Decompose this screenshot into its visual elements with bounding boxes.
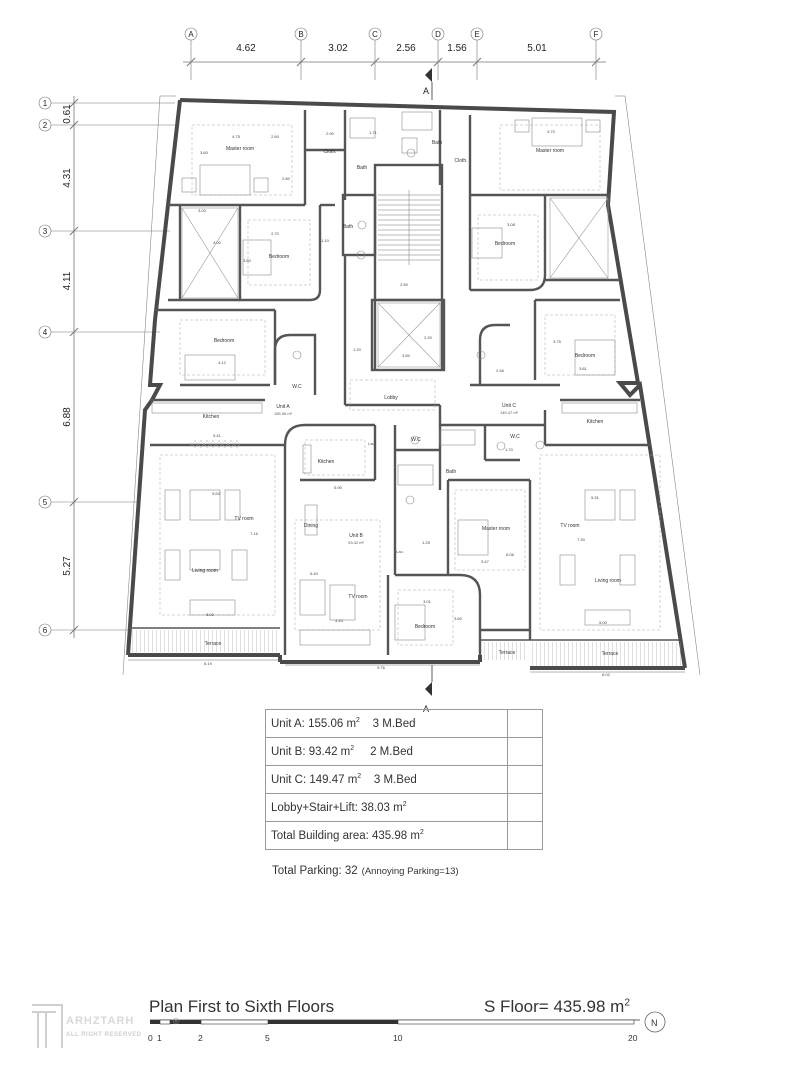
summary-blank-cell [508,794,543,822]
dim-350: 3.50 [402,353,410,358]
room-kitchen-1: Kitchen [202,414,220,420]
summary-text: Unit B: 93.42 m [271,745,351,758]
grid-row-label-1: 1 [42,99,48,108]
dim-475: 4.75 [232,134,240,139]
dim-280: 2.80 [282,176,290,181]
floor-area-sup: 2 [624,997,630,1009]
dim-360: 3.60 [200,150,208,155]
room-bedroom-4: Bedroom [574,353,596,359]
summary-cell [266,738,508,766]
row-dim-45: 6.88 [62,407,73,427]
plan-title: Plan First to Sixth Floors [149,997,335,1016]
dim-110: 1.10 [321,238,329,243]
scale-label-2: 2 [198,1033,203,1043]
room-bedroom-1: Bedroom [268,254,290,260]
room-terrace-2: Terrace [498,650,516,656]
room-lau-2: Lau. [396,549,404,554]
room-master-center: Master room [481,526,511,532]
room-living-2: Living room [595,578,621,584]
grid-col-label-c: C [372,30,378,39]
summary-row-unit-b [266,738,543,766]
grid-row-label-2: 2 [42,121,48,130]
floor-area [484,997,630,1017]
staircase [378,190,440,265]
dim-270: 2.70 [271,231,279,236]
room-bedroom-3: Bedroom [213,338,235,344]
unit-a-label: Unit A [276,404,290,410]
room-dining: Dining [303,523,319,529]
area-summary-table [265,709,543,850]
dim-381: 3.81 [579,366,587,371]
summary-row-total [266,822,543,850]
scale-label-5: 5 [265,1033,270,1043]
dim-250: 2.50 [400,282,408,287]
unit-a-area: 155.06 m² [273,411,293,416]
room-cloth-right: Cloth. [454,158,468,164]
summary-beds: 2 M.Bed [370,745,413,758]
dim-300: 3.00 [198,208,206,213]
dim-171: 1.71 [369,130,377,135]
grid-col-label-d: D [435,30,441,39]
kitchen-counter-hatch [190,440,240,448]
scale-label-10: 10 [393,1033,403,1043]
unit-b-area: 93.42 m² [348,540,364,545]
logo-name: ARHZTARH [66,1015,135,1027]
dim-541: 5.41 [213,433,221,438]
room-bath-3: Bath [342,224,354,230]
room-bedroom-2: Bedroom [494,241,516,247]
parking-note: (Annoying Parking=13) [361,866,459,877]
summary-cell [266,794,508,822]
dim-730: 7.30 [577,537,585,542]
dim-976: 9.76 [377,665,385,670]
dim-290: 2.90 [326,131,334,136]
room-tv-3: TV room [560,523,580,529]
col-dim-bc: 3.02 [328,43,348,54]
room-lobby: Lobby [384,395,398,401]
summary-blank-cell [508,710,543,738]
dim-502: 5.02 [206,612,214,617]
dim-301: 3.01 [423,599,431,604]
summary-text: Total Building area: 435.98 m [271,829,420,842]
summary-cell [266,822,508,850]
room-master-right: Master room [535,148,565,154]
room-kitchen-2: Kitchen [317,459,335,465]
room-tv-2: TV room [348,594,368,600]
room-wc-1: W.C [292,384,302,390]
dim-553: 5.53 [212,491,220,496]
dim-400: 4.00 [213,240,221,245]
summary-cell [266,710,508,738]
dim-170: 1.70 [505,447,513,452]
room-cloth-left: Cloth. [323,149,337,155]
dim-410: 4.10 [335,618,343,623]
dim-619: 6.19 [204,661,212,666]
scale-label-0: 0 [148,1033,153,1043]
dim-470: 4.70 [547,129,555,134]
north-arrow-label: N [651,1018,658,1028]
dim-220: 2.20 [424,335,432,340]
dim-308: 3.08 [507,222,515,227]
col-dim-ef: 5.01 [527,43,547,54]
summary-sup: 2 [356,717,360,725]
section-arrow-top-icon [425,68,432,82]
summary-text: Unit C: 149.47 m [271,773,358,786]
dim-380: 3.80 [243,258,251,263]
dim-606: 6.06 [506,552,514,557]
room-bath-2: Bath [431,140,443,146]
dim-246: 2.46 [496,368,504,373]
unit-c-area: 149.47 m² [499,410,519,415]
dim-602: 6.02 [602,672,610,677]
dim-590: 5.90 [334,485,342,490]
parking-total: Total Parking: 32 [272,865,358,877]
unit-c-label: Unit C [502,403,516,409]
summary-beds: 3 M.Bed [372,717,416,730]
row-dim-56: 5.27 [62,556,73,576]
room-bath-4: Bath [445,469,457,475]
grid-row-label-4: 4 [42,328,48,337]
room-bedroom-5: Bedroom [414,624,436,630]
summary-row-unit-c [266,766,543,794]
summary-beds: 3 M.Bed [373,773,417,786]
col-dim-ab: 4.62 [236,43,256,54]
dim-500: 5.00 [599,620,607,625]
room-terrace-3: Terrace [601,651,619,657]
room-lau-1: Lau. [368,441,376,446]
dim-360b: 3.60 [454,616,462,621]
summary-row-unit-a [266,710,543,738]
dim-375: 3.75 [553,339,561,344]
summary-sup: 2 [419,829,424,837]
grid-row-label-6: 6 [42,626,48,635]
logo-reserved: ALL RIGHT RESERVED [66,1032,142,1038]
grid-columns [183,28,606,80]
dim-120: 1.20 [353,347,361,352]
room-wc-2: W.C [411,437,421,443]
col-dim-cd: 2.56 [396,43,416,54]
grid-col-label-b: B [298,30,304,39]
scale-label-20: 20 [628,1033,638,1043]
dim-412: 4.12 [218,360,226,365]
room-bath-1: Bath [356,165,368,171]
row-dim-12: 0.61 [62,104,73,124]
room-tv-1: TV room [234,516,254,522]
room-living-1: Living room [192,568,218,574]
dim-640: 6.40 [310,571,318,576]
parking-summary [272,865,459,877]
room-wc-3: W.C [510,434,520,440]
summary-cell [266,766,508,794]
scale-bar [150,1020,640,1024]
registered-mark: R [174,1018,178,1024]
section-label-bottom: A [423,704,430,714]
unit-b-label: Unit B [349,533,363,539]
row-dim-23: 4.31 [62,168,73,188]
grid-row-label-3: 3 [42,227,48,236]
room-kitchen-3: Kitchen [586,419,604,425]
room-master-left: Master room [225,146,255,152]
row-dim-34: 4.11 [62,271,73,291]
summary-blank-cell [508,738,543,766]
scale-label-1: 1 [157,1033,162,1043]
dim-347: 3.47 [481,559,489,564]
summary-blank-cell [508,766,543,794]
logo-icon [32,1005,62,1048]
dim-260: 2.60 [271,134,279,139]
floor-area-text: S Floor= 435.98 m [484,997,625,1016]
col-dim-de: 1.56 [447,43,467,54]
summary-row-lobby [266,794,543,822]
grid-col-label-e: E [474,30,480,39]
dim-531: 5.31 [591,495,599,500]
grid-col-label-f: F [593,30,599,39]
grid-col-label-a: A [188,30,194,39]
summary-blank-cell [508,822,543,850]
summary-text: Lobby+Stair+Lift: 38.03 m [271,801,403,814]
room-terrace-1: Terrace [204,641,222,647]
section-label-top: A [423,86,430,96]
summary-sup: 2 [350,745,355,753]
summary-sup: 2 [357,773,362,781]
dim-125: 1.25 [422,540,430,545]
summary-text: Unit A: 155.06 m [271,717,357,730]
dim-716: 7.16 [250,531,258,536]
summary-sup: 2 [402,801,407,809]
section-arrow-bottom-icon [425,682,432,696]
grid-row-label-5: 5 [42,498,48,507]
